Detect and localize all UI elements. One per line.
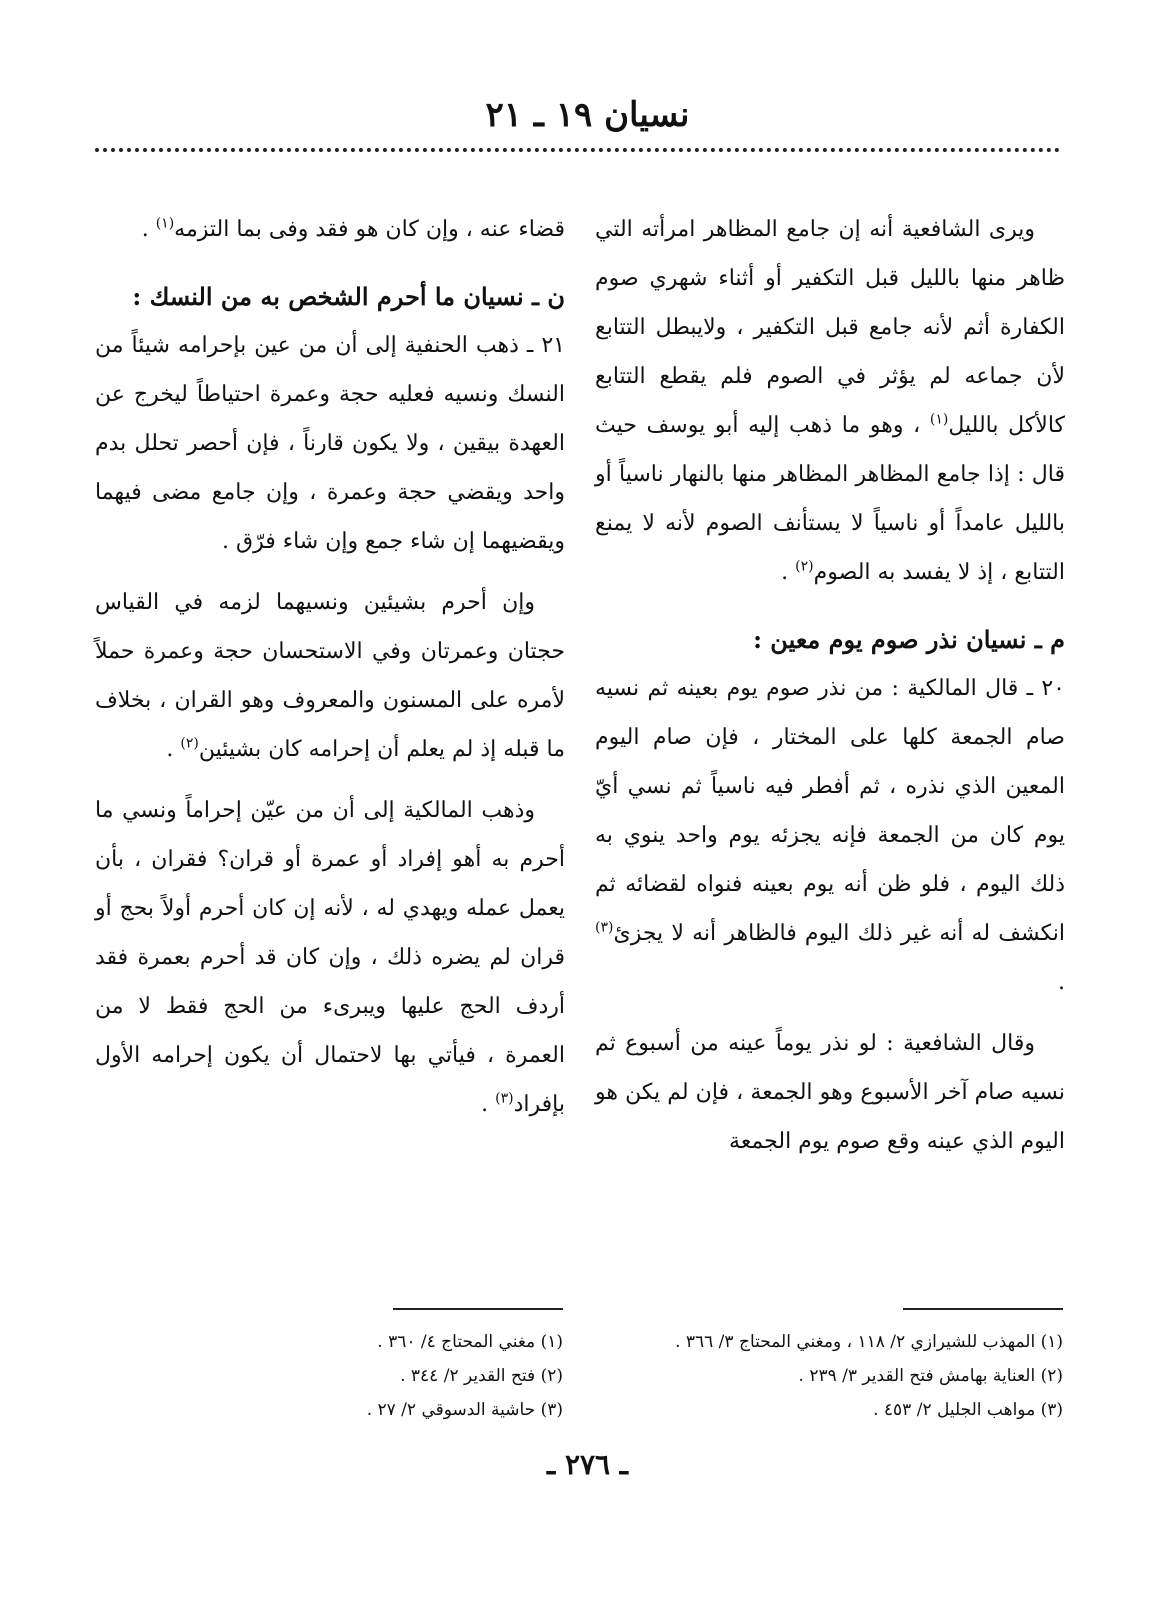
running-title: نسيان ١٩ ـ ٢١ — [485, 95, 690, 135]
paragraph-text: ٢٠ ـ قال المالكية : من نذر صوم يوم بعينه ثم نسيه صام الجمعة كلها على المختار ، فإن صام اليوم المعين الذي نذره ، ثم أفطر فيه ناسياً ثم نسي أيّ يوم كان من الجمعة فإنه يجزئه يوم واحد ينوي به ذلك اليوم ، فلو ظن أنه يوم بعينه فنواه لقضائه ثم انكشف له أنه غير ذلك اليوم فالظاهر أنه لا يجزئ — [595, 676, 1065, 946]
paragraph-text: وقال الشافعية : لو نذر يوماً عينه من أسبوع ثم نسيه صام آخر الأسبوع وهو الجمعة ، فإن لم يكن هو اليوم الذي عينه وقع صوم يوم الجمعة — [595, 1031, 1065, 1154]
footnote-ref[interactable]: (٢) — [795, 558, 814, 575]
paragraph-text: ويرى الشافعية أنه إن جامع المظاهر امرأته التي ظاهر منها بالليل قبل التكفير أو أثناء شهري صوم الكفارة أثم لأنه جامع قبل التكفير ، ولايبطل التتابع لأن جماعه لم يؤثر في الصوم فلم يقطع التتابع كالأكل بالليل — [595, 217, 1065, 438]
footnote-rule — [393, 1308, 563, 1310]
paragraph — [95, 321, 565, 566]
footnote: (٢) العناية بهامش فتح القدير ٣/ ٢٣٩ . — [798, 1366, 1063, 1386]
paragraph-text: . — [1058, 970, 1065, 995]
footnote: (١) المهذب للشيرازي ٢/ ١١٨ ، ومغني المحتاج ٣/ ٣٦٦ . — [675, 1332, 1063, 1352]
footnote-ref[interactable]: (٣) — [495, 1090, 514, 1107]
paragraph-text: ٢١ ـ ذهب الحنفية إلى أن من عين بإحرامه شيئاً من النسك ونسيه فعليه حجة وعمرة احتياطاً ليخرج عن العهدة بيقين ، ولا يكون قارناً ، فإن أحصر تحلل بدم واحد ويقضي حجة وعمرة ، وإن جامع مضى فيهما ويقضيهما إن شاء جمع وإن شاء فرّق . — [95, 333, 565, 554]
paragraph — [95, 578, 565, 774]
section-heading: م ـ نسيان نذر صوم يوم معين : — [753, 625, 1065, 654]
dotted-divider — [95, 148, 1060, 152]
paragraph-text: . — [481, 1092, 496, 1117]
paragraph — [95, 205, 565, 254]
footnote-ref[interactable]: (٢) — [180, 735, 199, 752]
page-number: ـ ٢٧٦ ـ — [546, 1448, 629, 1481]
footnotes-right — [593, 1325, 1063, 1427]
paragraph-text: . — [141, 217, 156, 242]
paragraph-text: . — [781, 560, 796, 585]
footnote: (٣) مواهب الجليل ٢/ ٤٥٣ . — [873, 1400, 1063, 1420]
footnotes-left — [93, 1325, 563, 1427]
paragraph — [595, 205, 1065, 597]
footnote-ref[interactable]: (١) — [929, 411, 949, 428]
footnote: (٢) فتح القدير ٢/ ٣٤٤ . — [400, 1366, 563, 1386]
footnote: (٣) حاشية الدسوقي ٢/ ٢٧ . — [366, 1400, 563, 1420]
paragraph — [595, 1019, 1065, 1166]
left-column — [95, 205, 565, 1141]
footnote-ref[interactable]: (١) — [155, 215, 175, 232]
paragraph — [95, 786, 565, 1129]
paragraph-text: وإن أحرم بشيئين ونسيهما لزمه في القياس حجتان وعمرتان وفي الاستحسان حجة وعمرة حملاً لأمره على المسنون والمعروف وهو القران ، بخلاف ما قبله إذ لم يعلم أن إحرامه كان بشيئين — [95, 590, 565, 762]
footnote-ref[interactable]: (٣) — [595, 919, 614, 936]
paragraph — [595, 664, 1065, 1007]
paragraph-text: وذهب المالكية إلى أن من عيّن إحراماً ونسي ما أحرم به أهو إفراد أو عمرة أو قران؟ فقران ، بأن يعمل عمله ويهدي له ، لأنه إن كان أحرم أولاً بحج أو قران لم يضره ذلك ، وإن كان قد أحرم بعمرة فقد أردف الحج عليها ويبرىء من الحج فقط لا من العمرة ، فيأتي بها لاحتمال أن يكون إحرامه الأول بإفراد — [95, 798, 565, 1117]
footnote-rule — [903, 1308, 1063, 1310]
paragraph-text: قضاء عنه ، وإن كان هو فقد وفى بما التزمه — [174, 217, 565, 242]
paragraph-text: . — [166, 737, 181, 762]
footnote: (١) مغني المحتاج ٤/ ٣٦٠ . — [377, 1332, 563, 1352]
paragraph-text: ، وهو ما ذهب إليه أبو يوسف حيث قال : إذا جامع المظاهر المظاهر منها بالنهار ناسياً أو بالليل عامداً أو ناسياً لا يستأنف الصوم لأنه لا يمنع التتابع ، إذ لا يفسد به الصوم — [595, 413, 1065, 585]
section-heading: ن ـ نسيان ما أحرم الشخص به من النسك : — [132, 282, 565, 311]
right-column — [595, 205, 1065, 1178]
